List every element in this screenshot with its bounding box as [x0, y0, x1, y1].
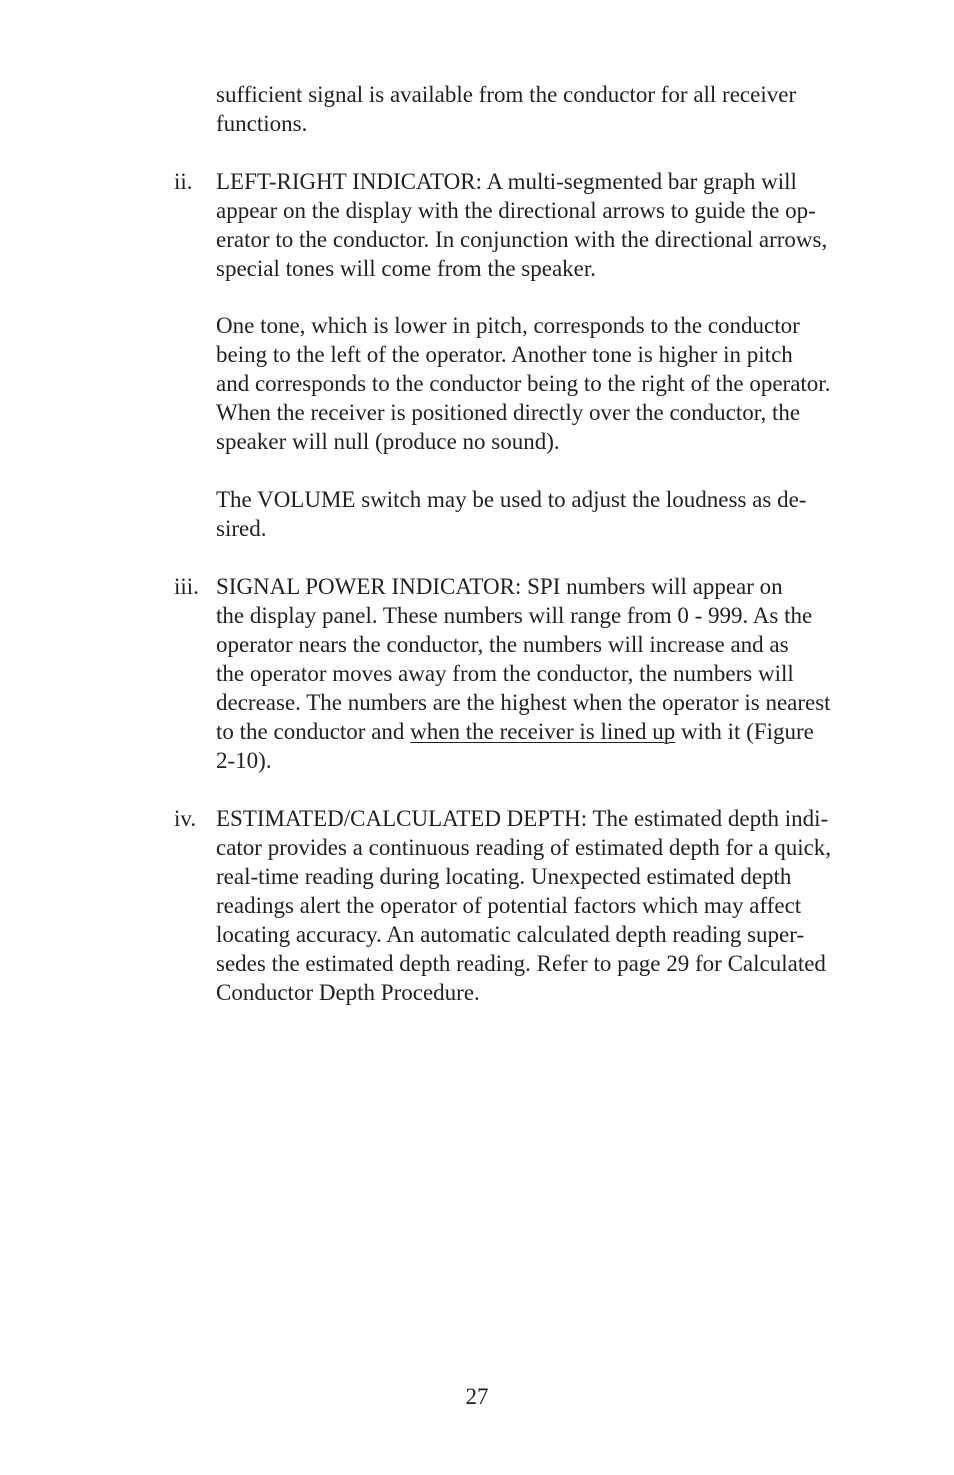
text-line: decrease. The numbers are the highest when the operator is nearest	[216, 690, 831, 715]
text-line: readings alert the operator of potential factors which may affect	[216, 893, 802, 918]
text-line	[216, 717, 814, 746]
text-line: the operator moves away from the conductor, the numbers will	[216, 661, 794, 686]
text-line: 2-10).	[216, 748, 272, 773]
text-line: and corresponds to the conductor being to the right of the operator.	[216, 371, 831, 396]
text-line: When the receiver is positioned directly over the conductor, the	[216, 400, 801, 425]
text-line: operator nears the conductor, the numbers will increase and as	[216, 632, 789, 657]
text-line: cator provides a continuous reading of estimated depth for a quick,	[216, 835, 832, 860]
page-number: 27	[465, 1384, 489, 1409]
text-line: appear on the display with the directional arrows to guide the op-	[216, 198, 816, 223]
text-line: functions.	[216, 111, 308, 136]
text-line: sufficient signal is available from the conductor for all receiver	[216, 82, 797, 107]
text-line: locating accuracy. An automatic calculated depth reading super-	[216, 922, 805, 947]
text-line: real-time reading during locating. Unexpected estimated depth	[216, 864, 792, 889]
text-line: the display panel. These numbers will range from 0 - 999. As the	[216, 603, 813, 628]
text-line: Conductor Depth Procedure.	[216, 980, 480, 1005]
text-line: special tones will come from the speaker.	[216, 256, 597, 281]
list-marker: iii.	[174, 574, 199, 599]
text-line: sedes the estimated depth reading. Refer to page 29 for Calculated	[216, 951, 826, 976]
list-marker: ii.	[174, 169, 193, 194]
underlined-phrase: when the receiver is lined up	[410, 719, 676, 744]
text-line: erator to the conductor. In conjunction with the directional arrows,	[216, 227, 828, 252]
text-line: One tone, which is lower in pitch, corresponds to the conductor	[216, 313, 800, 338]
text-span: to the conductor and	[216, 719, 411, 744]
text-line: being to the left of the operator. Another tone is higher in pitch	[216, 342, 793, 367]
text-line: SIGNAL POWER INDICATOR: SPI numbers will appear on	[216, 574, 783, 599]
text-line: speaker will null (produce no sound).	[216, 429, 560, 454]
text-line: LEFT-RIGHT INDICATOR: A multi-segmented bar graph will	[216, 169, 797, 194]
text-span: with it (Figure	[675, 719, 814, 744]
text-line: ESTIMATED/CALCULATED DEPTH: The estimated depth indi-	[216, 806, 829, 831]
text-line: sired.	[216, 516, 267, 541]
text-line: The VOLUME switch may be used to adjust the loudness as de-	[216, 487, 807, 512]
list-marker: iv.	[174, 806, 197, 831]
